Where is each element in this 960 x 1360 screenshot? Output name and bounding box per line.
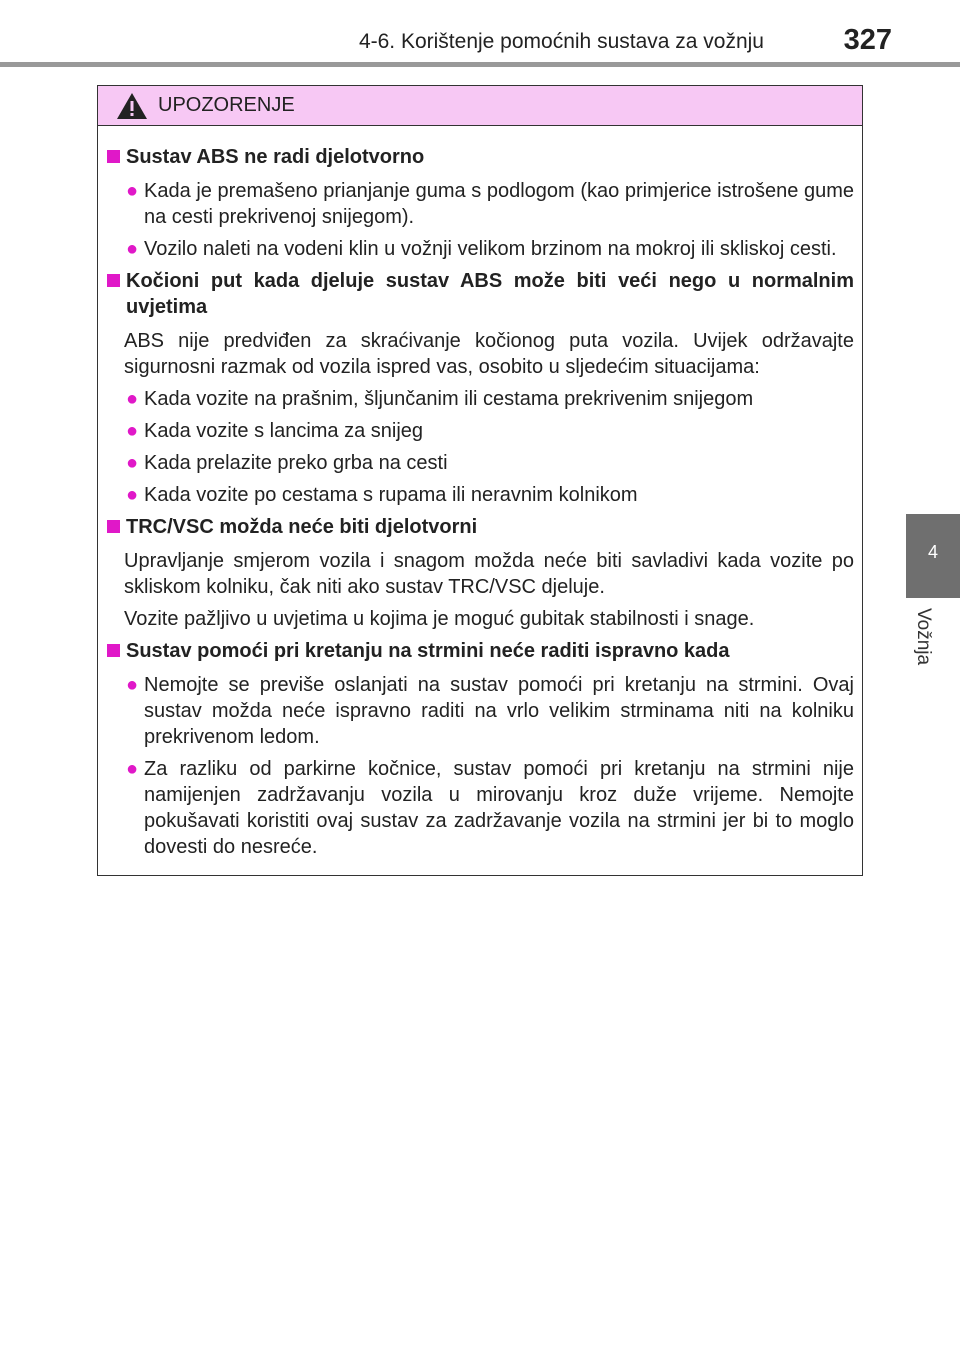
section-heading: Sustav ABS ne radi djelotvorno	[106, 144, 854, 170]
chapter-label-container	[914, 608, 954, 678]
section-heading: Kočioni put kada djeluje sustav ABS može biti veći nego u normalnim uvjetima	[106, 268, 854, 320]
section-paragraph: Vozite pažljivo u uvjetima u kojima je moguć gubitak stabilnosti i snage.	[124, 608, 755, 630]
bullet-dot-icon: ●	[126, 484, 139, 506]
section-heading: TRC/VSC možda neće biti djelotvorni	[106, 514, 854, 540]
warning-section	[106, 638, 854, 860]
bullet-text: Kada je premašeno prianjanje guma s podlogom (kao primjerice istrošene gume na cesti prekrivenoj snijegom).	[144, 180, 854, 228]
chapter-tab	[906, 514, 960, 598]
header-rule	[0, 62, 960, 67]
warning-section	[106, 268, 854, 508]
warning-box	[97, 85, 863, 876]
bullet-item	[106, 482, 854, 508]
bullet-item	[106, 672, 854, 750]
bullet-item	[106, 450, 854, 476]
bullet-dot-icon: ●	[126, 452, 139, 474]
warning-title: UPOZORENJE	[158, 94, 295, 116]
chapter-number: 4	[927, 542, 938, 562]
bullet-item	[106, 178, 854, 230]
bullet-dot-icon: ●	[126, 758, 139, 780]
warning-section	[106, 144, 854, 262]
bullet-text: Kada prelazite preko grba na cesti	[144, 452, 448, 474]
bullet-text: Vozilo naleti na vodeni klin u vožnji velikom brzinom na mokroj ili skliskoj cesti.	[144, 238, 837, 260]
bullet-dot-icon: ●	[126, 420, 139, 442]
chapter-label: Vožnja	[913, 608, 934, 666]
bullet-dot-icon: ●	[126, 180, 139, 202]
bullet-text: Za razliku od parkirne kočnice, sustav pomoći pri kretanju na strmini nije namijenjen zadržavanju vozila u mirovanju kroz duže vrijeme. Nemojte pokušavati koristiti ovaj sustav za zadržavanje vozila na strmini jer bi to moglo dovesti do nesreće.	[144, 758, 854, 858]
warning-section	[106, 514, 854, 632]
bullet-dot-icon: ●	[126, 388, 139, 410]
page-number: 327	[843, 24, 892, 56]
warning-body	[98, 126, 862, 860]
section-heading: Sustav pomoći pri kretanju na strmini neće raditi ispravno kada	[106, 638, 854, 664]
bullet-item	[106, 756, 854, 860]
bullet-dot-icon: ●	[126, 674, 139, 696]
page-header	[0, 0, 960, 70]
bullet-dot-icon: ●	[126, 238, 139, 260]
bullet-item	[106, 236, 854, 262]
bullet-text: Kada vozite po cestama s rupama ili neravnim kolnikom	[144, 484, 638, 506]
header-title: 4-6. Korištenje pomoćnih sustava za vožnju	[358, 30, 764, 53]
section-paragraph: ABS nije predviđen za skraćivanje kočionog puta vozila. Uvijek održavajte sigurnosni razmak od vozila ispred vas, osobito u sljedećim situacijama:	[124, 330, 854, 378]
warning-triangle-icon	[116, 92, 148, 120]
bullet-text: Nemojte se previše oslanjati na sustav pomoći pri kretanju na strmini. Ovaj sustav možda neće ispravno raditi na vrlo velikim strminama niti na kolniku prekrivenom ledom.	[144, 674, 854, 748]
warning-header	[98, 86, 862, 126]
section-paragraph: Upravljanje smjerom vozila i snagom možda neće biti savladivi kada vozite po skliskom kolniku, čak niti ako sustav TRC/VSC djeluje.	[124, 550, 854, 598]
bullet-item	[106, 418, 854, 444]
bullet-item	[106, 386, 854, 412]
bullet-text: Kada vozite na prašnim, šljunčanim ili cestama prekrivenim snijegom	[144, 388, 754, 410]
bullet-text: Kada vozite s lancima za snijeg	[144, 420, 424, 442]
